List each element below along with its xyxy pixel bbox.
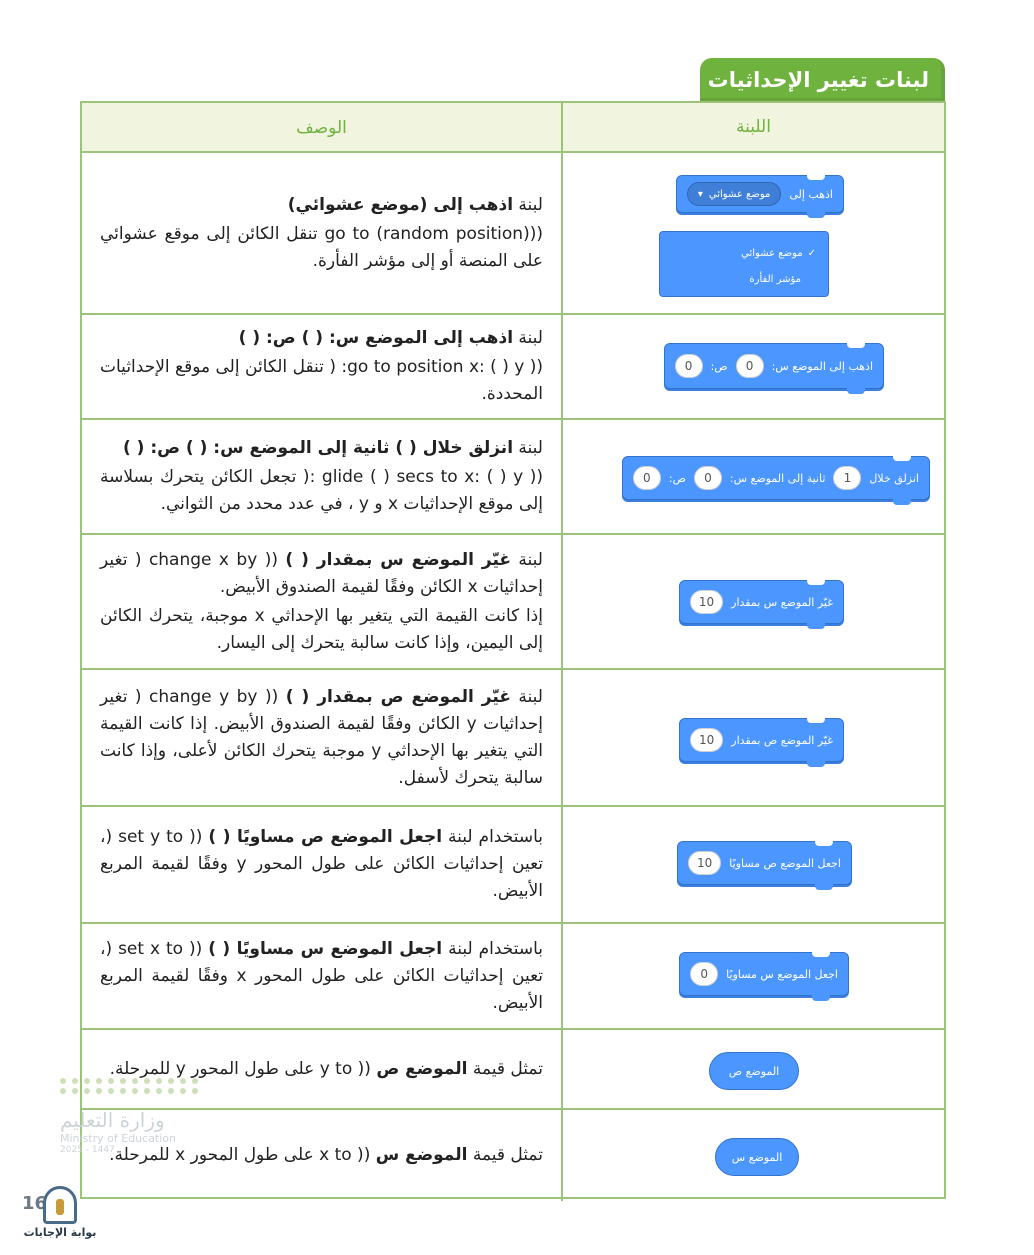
logo-text: بوابة الإجابات bbox=[23, 1226, 97, 1239]
block-cell bbox=[563, 924, 944, 1028]
block-label: اجعل الموضع س مساويًا bbox=[726, 967, 838, 981]
y-position-reporter[interactable]: الموضع ص bbox=[709, 1052, 799, 1090]
table-row bbox=[82, 670, 944, 807]
site-logo bbox=[20, 1186, 100, 1239]
desc-suffix: (( change y by ( تغير إحداثيات y الكائن وفقًا لقيمة الصندوق الأبيض. إذا كانت القيمة التي يتغير بها الإحداثي y موجبة يتحرك الكائن لأعلى، وإذا كانت سالبة يتحرك لأسفل. bbox=[100, 686, 543, 788]
dropdown-menu bbox=[659, 231, 829, 297]
x-input[interactable]: 0 bbox=[736, 354, 764, 378]
desc-prefix: لبنة bbox=[510, 686, 543, 707]
block-label: اجعل الموضع ص مساويًا bbox=[729, 856, 841, 870]
desc-suffix: (( x to على طول المحور x للمرحلة. bbox=[109, 1145, 376, 1165]
block-label: اذهب إلى الموضع س: bbox=[771, 359, 873, 373]
desc-line-1 bbox=[100, 684, 543, 792]
block-name-bold: اذهب إلى الموضع س: ( ) ص: ( ) bbox=[238, 328, 514, 348]
row-description bbox=[82, 535, 563, 668]
row-description bbox=[82, 315, 563, 418]
row-description bbox=[82, 420, 563, 533]
watermark-english: Ministry of Education bbox=[60, 1132, 177, 1145]
menu-item-mouse[interactable] bbox=[672, 266, 816, 292]
y-label: ص: bbox=[710, 359, 728, 373]
y-label: ص: bbox=[668, 471, 686, 485]
logo-icon bbox=[43, 1186, 77, 1224]
row-description bbox=[82, 670, 563, 805]
check-icon: ✓ bbox=[807, 247, 816, 259]
desc-line-1 bbox=[100, 325, 543, 352]
table-row bbox=[82, 1110, 944, 1201]
set-y-block[interactable] bbox=[677, 841, 852, 885]
block-name-bold: غيّر الموضع س بمقدار ( ) bbox=[285, 549, 511, 570]
block-cell bbox=[563, 1030, 944, 1108]
change-x-block[interactable] bbox=[679, 580, 844, 624]
desc-line-2: إذا كانت القيمة التي يتغير بها الإحداثي x موجبة، يتحرك الكائن إلى اليمين، وإذا كانت سالبة يتحرك إلى اليسار. bbox=[100, 605, 543, 653]
desc-line-1 bbox=[100, 435, 543, 462]
value-input[interactable]: 0 bbox=[690, 962, 718, 986]
menu-item-label: موضع عشوائي bbox=[741, 247, 803, 259]
table-row bbox=[82, 1030, 944, 1110]
desc-line-1 bbox=[100, 547, 543, 601]
desc-suffix: (( change x by ( تغير إحداثيات x الكائن وفقًا لقيمة الصندوق الأبيض. bbox=[100, 549, 543, 597]
blocks-table bbox=[80, 101, 946, 1199]
desc-suffix: (( y to على طول المحور y للمرحلة. bbox=[109, 1058, 377, 1079]
set-x-block[interactable] bbox=[679, 952, 849, 996]
desc-prefix: باستخدام لبنة bbox=[442, 938, 543, 959]
go-to-xy-block[interactable] bbox=[664, 343, 884, 389]
dropdown-value: موضع عشوائي bbox=[708, 188, 771, 200]
position-dropdown[interactable] bbox=[687, 182, 782, 206]
block-cell bbox=[563, 420, 944, 533]
value-input[interactable]: 10 bbox=[688, 851, 721, 875]
glide-block[interactable] bbox=[622, 456, 930, 500]
table-row bbox=[82, 315, 944, 420]
mid-label: ثانية إلى الموضع س: bbox=[729, 471, 826, 485]
block-cell bbox=[563, 153, 944, 313]
row-description bbox=[82, 924, 563, 1028]
table-row bbox=[82, 924, 944, 1030]
header-block: اللبنة bbox=[736, 117, 771, 137]
block-name-bold: اجعل الموضع س مساويًا ( ) bbox=[208, 938, 443, 959]
header-desc: الوصف bbox=[82, 103, 563, 151]
block-name-bold: الموضع ص bbox=[376, 1058, 468, 1079]
desc-prefix: تمثل قيمة bbox=[467, 1145, 543, 1165]
secs-input[interactable]: 1 bbox=[833, 466, 861, 490]
desc-line-1 bbox=[100, 192, 543, 219]
block-name-bold: غيّر الموضع ص بمقدار ( ) bbox=[285, 686, 511, 707]
desc-prefix: لبنة bbox=[511, 549, 543, 570]
menu-item-label: مؤشر الفأرة bbox=[749, 273, 801, 285]
table-row bbox=[82, 535, 944, 670]
watermark-dots bbox=[60, 1078, 210, 1094]
block-label: انزلق خلال bbox=[869, 471, 919, 485]
change-y-block[interactable] bbox=[679, 718, 844, 762]
block-name-bold: الموضع س bbox=[375, 1145, 468, 1165]
x-position-reporter[interactable]: الموضع س bbox=[715, 1138, 799, 1176]
desc-line-1 bbox=[100, 936, 543, 1017]
block-cell bbox=[563, 315, 944, 418]
block-cell bbox=[563, 1110, 944, 1201]
desc-line-2: ((go to (random position) تنقل الكائن إلى موقع عشوائي على المنصة أو إلى مؤشر الفأرة. bbox=[100, 223, 543, 271]
dropdown-arrow-icon: ▾ bbox=[697, 188, 703, 200]
x-input[interactable]: 0 bbox=[694, 466, 722, 490]
menu-item-random[interactable] bbox=[672, 240, 816, 266]
block-label: غيّر الموضع ص بمقدار bbox=[731, 733, 833, 747]
y-input[interactable]: 0 bbox=[675, 354, 703, 378]
desc-line-2: (( glide ( ) secs to x: ( ) y :( تجعل الكائن يتحرك بسلاسة إلى موقع الإحداثيات x و y ، في عدد محدد من الثواني. bbox=[100, 467, 544, 514]
watermark-arabic: وزارة التعليم bbox=[60, 1108, 165, 1132]
block-cell bbox=[563, 670, 944, 805]
desc-prefix: تمثل قيمة bbox=[467, 1058, 543, 1079]
desc-prefix: لبنة bbox=[513, 438, 543, 458]
desc-suffix: (( set y to (، تعين إحداثيات الكائن على طول المحور y وفقًا لقيمة المربع الأبيض. bbox=[100, 827, 544, 901]
y-input[interactable]: 0 bbox=[633, 466, 661, 490]
row-description bbox=[82, 807, 563, 922]
block-label: اذهب إلى bbox=[789, 187, 833, 201]
block-label: غيّر الموضع س بمقدار bbox=[731, 595, 833, 609]
page-number: 16 bbox=[22, 1193, 48, 1214]
desc-suffix: (( set x to (، تعين إحداثيات الكائن على طول المحور x وفقًا لقيمة المربع الأبيض. bbox=[100, 938, 544, 1013]
block-name-bold: انزلق خلال ( ) ثانية إلى الموضع س: ( ) ص: ( ) bbox=[122, 438, 514, 458]
go-to-random-block[interactable] bbox=[676, 175, 844, 213]
row-description bbox=[82, 153, 563, 313]
watermark-year: 2025 - 1447 bbox=[60, 1145, 115, 1155]
block-name-bold: اجعل الموضع ص مساويًا ( ) bbox=[208, 827, 443, 847]
table-row bbox=[82, 807, 944, 924]
table-row bbox=[82, 153, 944, 315]
block-name-bold: اذهب إلى (موضع عشوائي) bbox=[287, 194, 514, 215]
desc-prefix: لبنة bbox=[513, 194, 543, 215]
desc-line-2: (( go to position x: ( ) y: ( تنقل الكائن إلى موقع الإحداثيات المحددة. bbox=[100, 357, 544, 404]
table-row bbox=[82, 420, 944, 535]
desc-prefix: باستخدام لبنة bbox=[442, 827, 543, 847]
desc-line-1 bbox=[100, 824, 543, 905]
section-title: لبنات تغيير الإحداثيات bbox=[700, 58, 945, 102]
table-header-row bbox=[82, 103, 944, 153]
block-cell bbox=[563, 807, 944, 922]
desc-prefix: لبنة bbox=[513, 328, 543, 348]
ministry-watermark bbox=[60, 1078, 210, 1155]
block-cell bbox=[563, 535, 944, 668]
value-input[interactable]: 10 bbox=[690, 728, 723, 752]
value-input[interactable]: 10 bbox=[690, 590, 723, 614]
